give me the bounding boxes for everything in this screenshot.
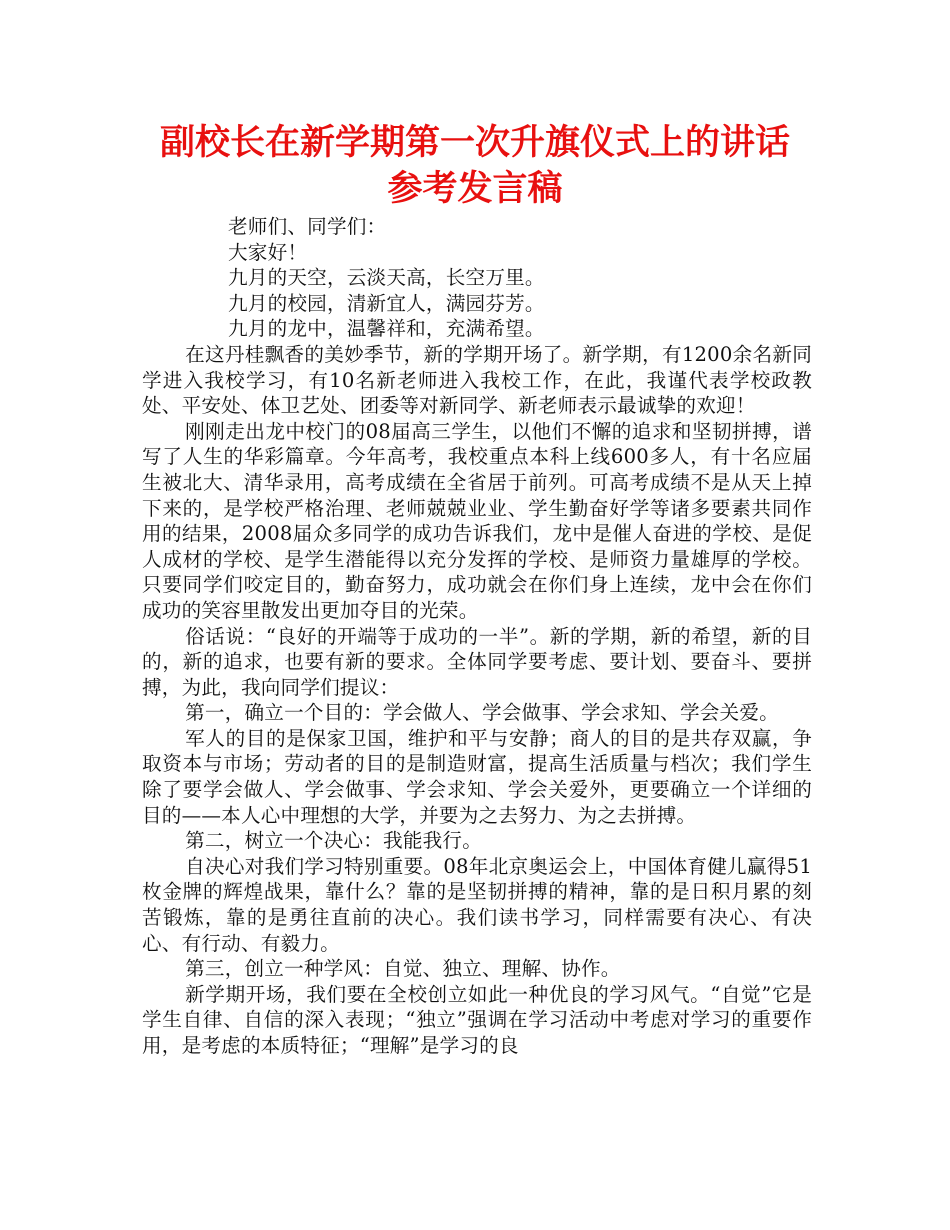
- title-line-2: 参考发言稿: [387, 169, 563, 209]
- intro-line: 九月的校园，清新宜人，满园芬芳。: [228, 291, 545, 315]
- body-paragraph: 自决心对我们学习特别重要。08年北京奥运会上，中国体育健儿赢得51枚金牌的辉煌战果，靠什么？靠的是坚韧拼搏的精神，靠的是日积月累的刻苦锻炼，靠的是勇往直前的决心。我们读书学习，同样需要有决心、有决心、有行动、有毅力。: [142, 854, 812, 955]
- body-paragraph: 刚刚走出龙中校门的08届高三学生，以他们不懈的追求和坚韧拼搏，谱写了人生的华彩篇章。今年高考，我校重点本科上线600多人，有十名应届生被北大、清华录用，高考成绩在全省居于前列。可高考成绩不是从天上掉下来的，是学校严格治理、老师兢兢业业、学生勤奋好学等诸多要素共同作用的结果，2008届众多同学的成功告诉我们，龙中是催人奋进的学校、是促人成材的学校、是学生潜能得以充分发挥的学校、是师资力量雄厚的学校。只要同学们咬定目的，勤奋努力，成功就会在你们身上连续，龙中会在你们成功的笑容里散发出更加夺目的光荣。: [142, 419, 812, 622]
- body-paragraph: 军人的目的是保家卫国，维护和平与安静；商人的目的是共存双赢，争取资本与市场；劳动者的目的是制造财富，提高生活质量与档次；我们学生除了要学会做人、学会做事、学会求知、学会关爱外，更要确立一个详细的目的——本人心中理想的大学，并要为之去努力、为之去拼搏。: [142, 726, 812, 827]
- intro-line: 九月的龙中，温馨祥和，充满希望。: [228, 317, 545, 341]
- body-paragraph: 在这丹桂飘香的美妙季节，新的学期开场了。新学期，有1200余名新同学进入我校学习，有10名新老师进入我校工作，在此，我谨代表学校政教处、平安处、体卫艺处、团委等对新同学、新老师表示最诚挚的欢迎！: [142, 342, 812, 418]
- document-title: [120, 120, 830, 212]
- body-paragraph: 俗话说：“良好的开端等于成功的一半”。新的学期，新的希望，新的目的，新的追求，也要有新的要求。全体同学要考虑、要计划、要奋斗、要拼搏，为此，我向同学们提议：: [142, 624, 812, 699]
- greeting-paragraph: 大家好！: [228, 240, 308, 264]
- body-paragraph: 新学期开场，我们要在全校创立如此一种优良的学习风气。“自觉”它是学生自律、自信的深入表现；“独立”强调在学习活动中考虑对学习的重要作用，是考虑的本质特征；“理解”是学习的良: [142, 982, 812, 1057]
- title-line-1: 副校长在新学期第一次升旗仪式上的讲话: [159, 123, 790, 163]
- body-paragraph: 第二，树立一个决心：我能我行。: [185, 829, 483, 853]
- document-body: [142, 214, 812, 1059]
- greeting-paragraph: 老师们、同学们：: [228, 215, 387, 238]
- intro-line: 九月的天空，云淡天高，长空万里。: [228, 266, 545, 290]
- body-paragraph: 第三，创立一种学风：自觉、独立、理解、协作。: [185, 957, 621, 981]
- body-paragraph: 第一，确立一个目的：学会做人、学会做事、学会求知、学会关爱。: [185, 701, 779, 725]
